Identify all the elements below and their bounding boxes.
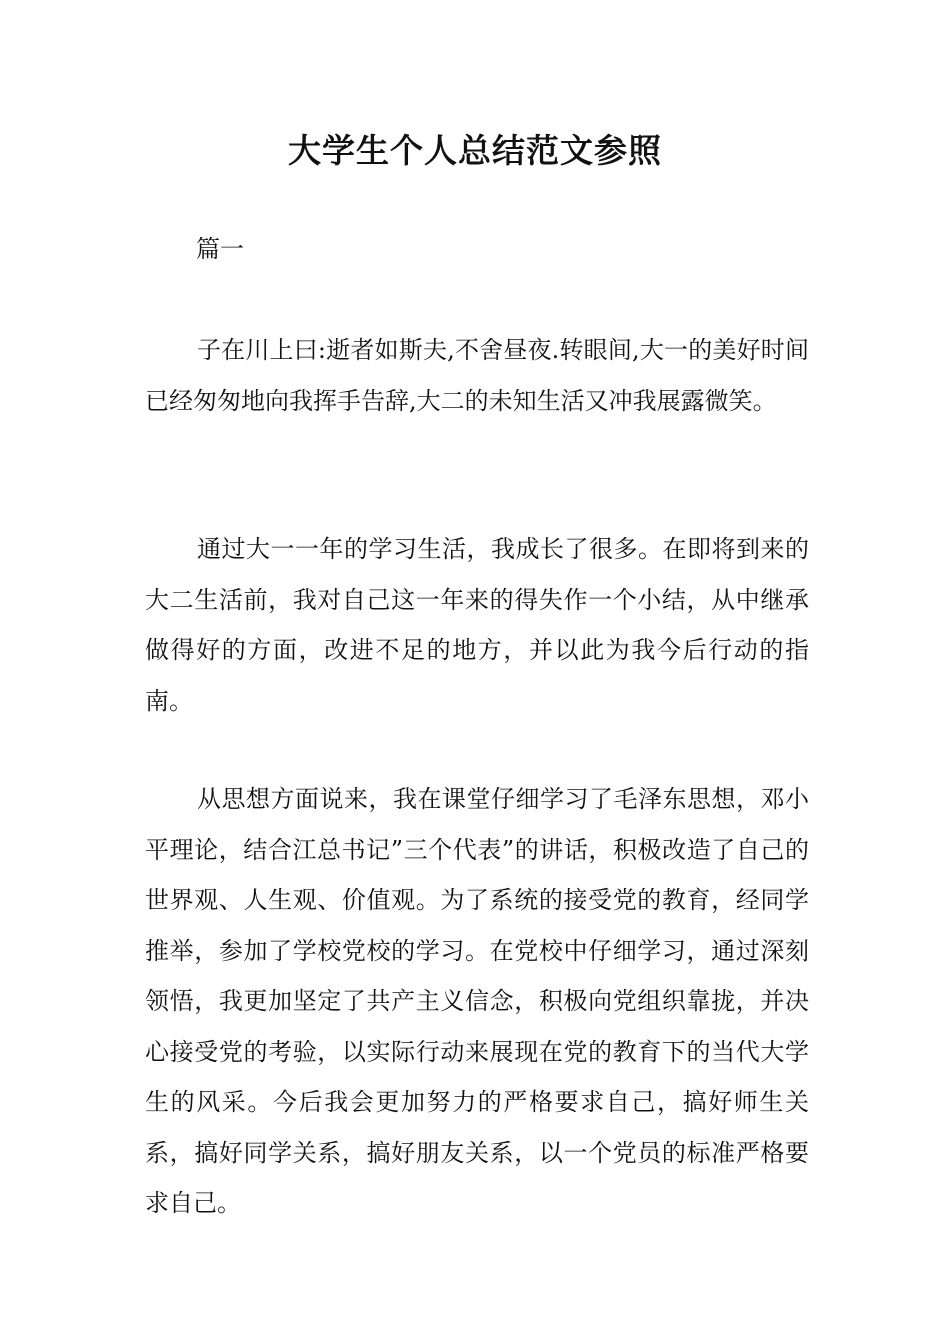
paragraph-3: 从思想方面说来，我在课堂仔细学习了毛泽东思想，邓小平理论，结合江总书记”三个代表”的讲话，积极改造了自己的世界观、人生观、价值观。为了系统的接受党的教育，经同学推举，参加了学校党校的学习。在党校中仔细学习，通过深刻领悟，我更加坚定了共产主义信念，积极向党组织靠拢，并决心接受党的考验，以实际行动来展现在党的教育下的当代大学生的风采。今后我会更加努力的严格要求自己，搞好师生关系，搞好同学关系，搞好朋友关系，以一个党员的标准严格要求自己。 — [145, 785, 809, 1217]
document-title: 大学生个人总结范文参照 — [288, 131, 662, 170]
paragraph-1: 子在川上曰:逝者如斯夫,不舍昼夜.转眼间,大一的美好时间已经匆匆地向我挥手告辞,大二的未知生活又冲我展露微笑。 — [145, 336, 809, 415]
paragraph-2: 通过大一一年的学习生活，我成长了很多。在即将到来的大二生活前，我对自己这一年来的得失作一个小结，从中继承做得好的方面，改进不足的地方，并以此为我今后行动的指南。 — [145, 535, 809, 715]
section-label: 篇一 — [196, 235, 244, 263]
